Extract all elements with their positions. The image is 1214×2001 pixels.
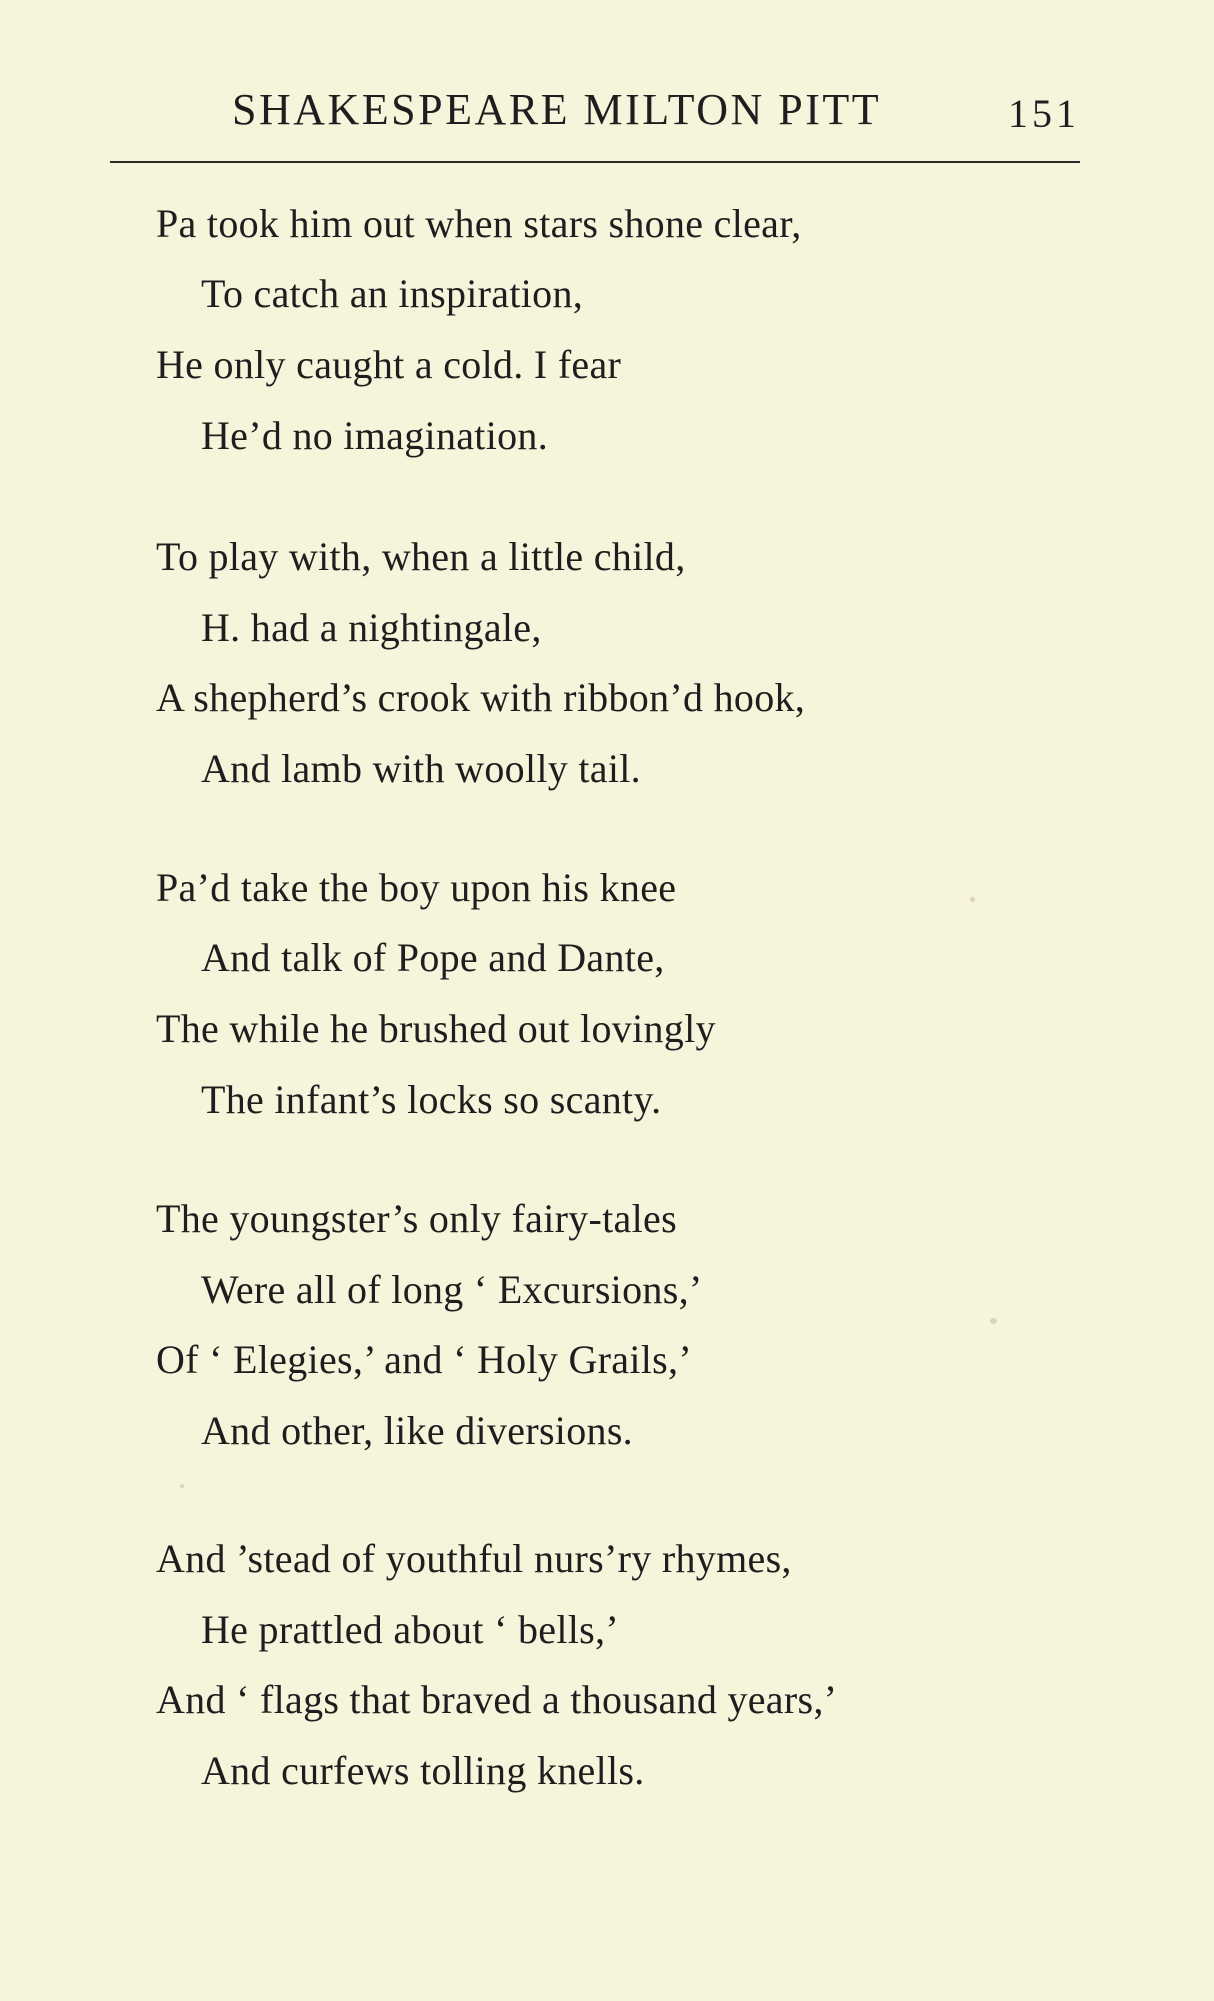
poem-line: He prattled about ‘ bells,’ (201, 1607, 619, 1652)
paper-speck (990, 1318, 997, 1324)
poem-line: And talk of Pope and Dante, (201, 935, 665, 980)
page-number: 151 (1008, 91, 1080, 136)
poem-line: Of ‘ Elegies,’ and ‘ Holy Grails,’ (156, 1337, 692, 1382)
poem-line: And lamb with woolly tail. (201, 746, 641, 791)
poem-line: And curfews tolling knells. (201, 1748, 645, 1793)
poem-line: The infant’s locks so scanty. (201, 1077, 662, 1122)
poem-line: H. had a nightingale, (201, 605, 542, 650)
running-title: SHAKESPEARE MILTON PITT (232, 85, 882, 134)
poem-line: And ‘ flags that braved a thousand years,’ (156, 1677, 838, 1722)
paper-speck (180, 1484, 184, 1488)
header-rule (110, 161, 1080, 163)
paper-speck (970, 897, 975, 902)
poem-line: The youngster’s only fairy-tales (156, 1196, 677, 1241)
poem-line: He only caught a cold. I fear (156, 342, 622, 387)
poem-line: He’d no imagination. (201, 413, 549, 458)
poem-line: Pa’d take the boy upon his knee (156, 865, 677, 910)
poem-line: Were all of long ‘ Excursions,’ (201, 1267, 703, 1312)
running-head (110, 80, 1080, 140)
poem-line: Pa took him out when stars shone clear, (156, 201, 802, 246)
poem-line: To catch an inspiration, (201, 271, 584, 316)
poem-line: And other, like diversions. (201, 1408, 633, 1453)
poem-line: A shepherd’s crook with ribbon’d hook, (156, 675, 806, 720)
poem-line: And ’stead of youthful nurs’ry rhymes, (156, 1536, 792, 1581)
poem-line: The while he brushed out lovingly (156, 1006, 716, 1051)
poem-line: To play with, when a little child, (156, 534, 686, 579)
